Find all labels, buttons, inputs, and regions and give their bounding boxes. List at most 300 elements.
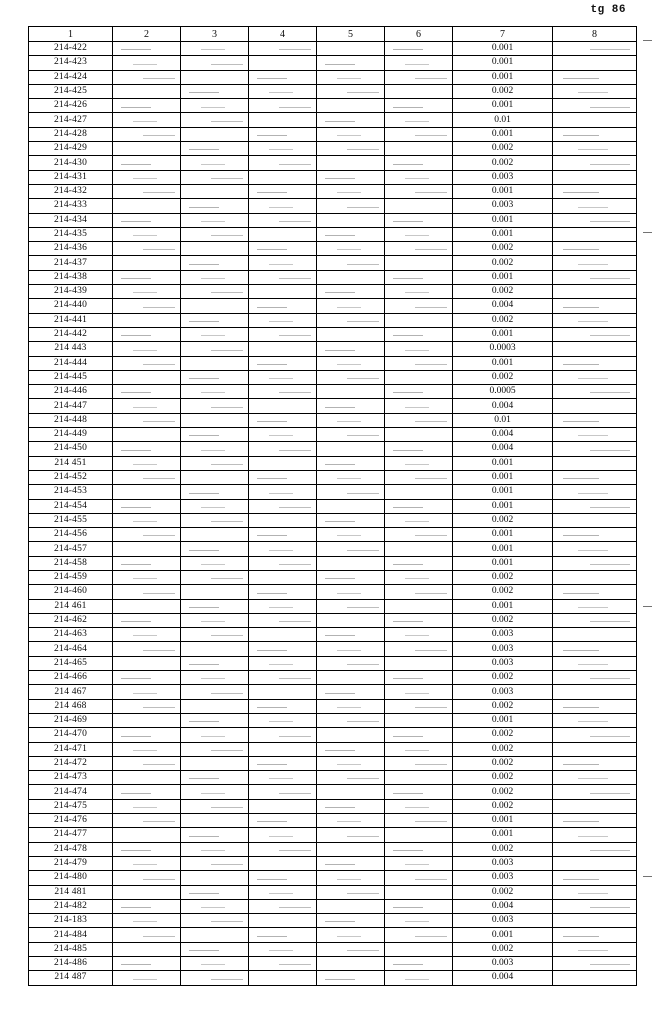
cell-col8: [553, 256, 637, 270]
cell-col6: [385, 370, 453, 384]
cell-col2: [113, 656, 181, 670]
cell-col4: [249, 899, 317, 913]
cell-col6: [385, 771, 453, 785]
row-identifier: 214-438: [29, 270, 113, 284]
cell-col2: [113, 142, 181, 156]
cell-col7-value: 0.001: [453, 356, 553, 370]
column-header-1: 1: [29, 27, 113, 42]
table-row: [29, 814, 637, 828]
cell-col7-value: 0.001: [453, 599, 553, 613]
row-identifier: 214-453: [29, 485, 113, 499]
row-identifier: 214-479: [29, 856, 113, 870]
cell-col8: [553, 542, 637, 556]
cell-col5: [317, 856, 385, 870]
cell-col6: [385, 856, 453, 870]
cell-col8: [553, 685, 637, 699]
row-identifier: 214-426: [29, 99, 113, 113]
cell-col8: [553, 971, 637, 985]
cell-col2: [113, 513, 181, 527]
cell-col7-value: 0.003: [453, 685, 553, 699]
cell-col6: [385, 828, 453, 842]
row-identifier: 214-430: [29, 156, 113, 170]
cell-col7-value: 0.004: [453, 299, 553, 313]
cell-col6: [385, 213, 453, 227]
cell-col2: [113, 256, 181, 270]
cell-col8: [553, 871, 637, 885]
cell-col2: [113, 127, 181, 141]
row-identifier: 214-449: [29, 428, 113, 442]
cell-col5: [317, 299, 385, 313]
cell-col2: [113, 570, 181, 584]
cell-col5: [317, 470, 385, 484]
cell-col5: [317, 828, 385, 842]
table-row: [29, 156, 637, 170]
table-row: [29, 70, 637, 84]
row-identifier: 214-470: [29, 728, 113, 742]
cell-col6: [385, 385, 453, 399]
cell-col5: [317, 213, 385, 227]
cell-col8: [553, 885, 637, 899]
cell-col5: [317, 127, 385, 141]
cell-col4: [249, 756, 317, 770]
cell-col2: [113, 899, 181, 913]
cell-col7-value: 0.001: [453, 42, 553, 56]
cell-col5: [317, 628, 385, 642]
cell-col5: [317, 613, 385, 627]
cell-col4: [249, 942, 317, 956]
cell-col5: [317, 370, 385, 384]
cell-col4: [249, 170, 317, 184]
cell-col6: [385, 42, 453, 56]
cell-col3: [181, 413, 249, 427]
table-row: [29, 428, 637, 442]
row-identifier: 214-460: [29, 585, 113, 599]
row-identifier: 214-463: [29, 628, 113, 642]
cell-col8: [553, 828, 637, 842]
cell-col6: [385, 742, 453, 756]
cell-col8: [553, 756, 637, 770]
cell-col4: [249, 585, 317, 599]
row-identifier: 214-465: [29, 656, 113, 670]
cell-col6: [385, 70, 453, 84]
cell-col8: [553, 84, 637, 98]
table-row: [29, 542, 637, 556]
cell-col5: [317, 585, 385, 599]
cell-col6: [385, 242, 453, 256]
cell-col3: [181, 971, 249, 985]
cell-col2: [113, 70, 181, 84]
cell-col6: [385, 127, 453, 141]
cell-col5: [317, 685, 385, 699]
cell-col7-value: 0.001: [453, 184, 553, 198]
cell-col2: [113, 671, 181, 685]
cell-col7-value: 0.004: [453, 442, 553, 456]
cell-col2: [113, 242, 181, 256]
table-row: [29, 842, 637, 856]
cell-col8: [553, 170, 637, 184]
table-row: [29, 899, 637, 913]
cell-col2: [113, 170, 181, 184]
cell-col5: [317, 914, 385, 928]
cell-col3: [181, 756, 249, 770]
cell-col4: [249, 828, 317, 842]
cell-col2: [113, 585, 181, 599]
cell-col3: [181, 785, 249, 799]
row-identifier: 214-425: [29, 84, 113, 98]
cell-col7-value: 0.002: [453, 570, 553, 584]
cell-col4: [249, 399, 317, 413]
cell-col3: [181, 99, 249, 113]
cell-col2: [113, 156, 181, 170]
cell-col4: [249, 42, 317, 56]
cell-col2: [113, 413, 181, 427]
cell-col3: [181, 428, 249, 442]
cell-col3: [181, 499, 249, 513]
cell-col5: [317, 899, 385, 913]
table-row: [29, 256, 637, 270]
cell-col6: [385, 899, 453, 913]
table-row: [29, 199, 637, 213]
cell-col6: [385, 570, 453, 584]
table-row: [29, 885, 637, 899]
cell-col7-value: 0.003: [453, 170, 553, 184]
cell-col5: [317, 113, 385, 127]
column-header-6: 6: [385, 27, 453, 42]
cell-col3: [181, 227, 249, 241]
cell-col4: [249, 685, 317, 699]
column-header-5: 5: [317, 27, 385, 42]
cell-col5: [317, 556, 385, 570]
table-row: [29, 656, 637, 670]
cell-col5: [317, 270, 385, 284]
row-identifier: 214 487: [29, 971, 113, 985]
row-identifier: 214-482: [29, 899, 113, 913]
row-identifier: 214-466: [29, 671, 113, 685]
cell-col3: [181, 957, 249, 971]
cell-col4: [249, 127, 317, 141]
cell-col2: [113, 971, 181, 985]
cell-col5: [317, 713, 385, 727]
cell-col7-value: 0.01: [453, 113, 553, 127]
cell-col3: [181, 914, 249, 928]
row-identifier: 214-428: [29, 127, 113, 141]
column-header-2: 2: [113, 27, 181, 42]
cell-col2: [113, 470, 181, 484]
cell-col4: [249, 642, 317, 656]
table-row: [29, 327, 637, 341]
row-identifier: 214-436: [29, 242, 113, 256]
cell-col2: [113, 356, 181, 370]
cell-col7-value: 0.003: [453, 656, 553, 670]
table-row: [29, 313, 637, 327]
cell-col7-value: 0.0003: [453, 342, 553, 356]
cell-col2: [113, 685, 181, 699]
cell-col3: [181, 728, 249, 742]
cell-col4: [249, 814, 317, 828]
cell-col6: [385, 299, 453, 313]
cell-col7-value: 0.001: [453, 485, 553, 499]
row-identifier: 214-440: [29, 299, 113, 313]
cell-col3: [181, 356, 249, 370]
cell-col6: [385, 842, 453, 856]
cell-col3: [181, 699, 249, 713]
table-row: [29, 628, 637, 642]
cell-col3: [181, 885, 249, 899]
table-row: [29, 270, 637, 284]
cell-col7-value: 0.002: [453, 756, 553, 770]
cell-col4: [249, 542, 317, 556]
row-identifier: 214-423: [29, 56, 113, 70]
cell-col4: [249, 313, 317, 327]
table-row: [29, 356, 637, 370]
cell-col2: [113, 856, 181, 870]
cell-col8: [553, 613, 637, 627]
cell-col3: [181, 513, 249, 527]
cell-col7-value: 0.001: [453, 327, 553, 341]
scan-artifact: [643, 876, 652, 877]
cell-col8: [553, 199, 637, 213]
cell-col6: [385, 799, 453, 813]
table-row: [29, 299, 637, 313]
cell-col4: [249, 799, 317, 813]
cell-col4: [249, 613, 317, 627]
cell-col8: [553, 585, 637, 599]
cell-col7-value: 0.003: [453, 628, 553, 642]
cell-col8: [553, 771, 637, 785]
cell-col2: [113, 56, 181, 70]
cell-col8: [553, 313, 637, 327]
cell-col6: [385, 728, 453, 742]
cell-col4: [249, 785, 317, 799]
cell-col3: [181, 270, 249, 284]
table-row: [29, 470, 637, 484]
cell-col6: [385, 914, 453, 928]
cell-col3: [181, 385, 249, 399]
cell-col4: [249, 556, 317, 570]
cell-col5: [317, 842, 385, 856]
cell-col8: [553, 556, 637, 570]
table-row: [29, 914, 637, 928]
cell-col7-value: 0.001: [453, 814, 553, 828]
cell-col2: [113, 799, 181, 813]
cell-col3: [181, 570, 249, 584]
cell-col4: [249, 270, 317, 284]
cell-col3: [181, 685, 249, 699]
cell-col6: [385, 885, 453, 899]
cell-col4: [249, 299, 317, 313]
cell-col4: [249, 842, 317, 856]
table-row: [29, 871, 637, 885]
table-row: [29, 456, 637, 470]
cell-col6: [385, 470, 453, 484]
cell-col2: [113, 270, 181, 284]
table-row: [29, 442, 637, 456]
row-identifier: 214-474: [29, 785, 113, 799]
cell-col5: [317, 42, 385, 56]
cell-col2: [113, 428, 181, 442]
cell-col4: [249, 227, 317, 241]
cell-col5: [317, 799, 385, 813]
table-row: [29, 642, 637, 656]
cell-col5: [317, 456, 385, 470]
cell-col4: [249, 599, 317, 613]
cell-col3: [181, 56, 249, 70]
cell-col4: [249, 513, 317, 527]
cell-col2: [113, 213, 181, 227]
cell-col6: [385, 84, 453, 98]
cell-col6: [385, 327, 453, 341]
cell-col3: [181, 771, 249, 785]
row-identifier: 214-486: [29, 957, 113, 971]
cell-col4: [249, 928, 317, 942]
cell-col6: [385, 542, 453, 556]
cell-col4: [249, 370, 317, 384]
cell-col3: [181, 585, 249, 599]
table-row: [29, 485, 637, 499]
table-row: [29, 957, 637, 971]
table-row: [29, 370, 637, 384]
cell-col4: [249, 713, 317, 727]
cell-col2: [113, 728, 181, 742]
cell-col3: [181, 814, 249, 828]
row-identifier: 214-435: [29, 227, 113, 241]
cell-col4: [249, 728, 317, 742]
cell-col5: [317, 327, 385, 341]
cell-col7-value: 0.002: [453, 156, 553, 170]
table-row: [29, 585, 637, 599]
cell-col3: [181, 84, 249, 98]
cell-col4: [249, 413, 317, 427]
cell-col8: [553, 428, 637, 442]
cell-col8: [553, 442, 637, 456]
cell-col8: [553, 928, 637, 942]
cell-col6: [385, 156, 453, 170]
row-identifier: 214-431: [29, 170, 113, 184]
cell-col6: [385, 227, 453, 241]
cell-col5: [317, 742, 385, 756]
cell-col3: [181, 528, 249, 542]
row-identifier: 214-462: [29, 613, 113, 627]
cell-col3: [181, 713, 249, 727]
cell-col8: [553, 628, 637, 642]
cell-col4: [249, 771, 317, 785]
cell-col3: [181, 856, 249, 870]
cell-col2: [113, 313, 181, 327]
cell-col7-value: 0.004: [453, 971, 553, 985]
cell-col2: [113, 199, 181, 213]
cell-col2: [113, 642, 181, 656]
cell-col2: [113, 184, 181, 198]
cell-col8: [553, 399, 637, 413]
cell-col6: [385, 456, 453, 470]
row-identifier: 214-450: [29, 442, 113, 456]
cell-col6: [385, 170, 453, 184]
cell-col4: [249, 885, 317, 899]
cell-col3: [181, 485, 249, 499]
table-row: [29, 413, 637, 427]
table-row: [29, 242, 637, 256]
cell-col2: [113, 456, 181, 470]
row-identifier: 214 461: [29, 599, 113, 613]
cell-col4: [249, 914, 317, 928]
row-identifier: 214-441: [29, 313, 113, 327]
cell-col3: [181, 199, 249, 213]
cell-col5: [317, 156, 385, 170]
row-identifier: 214-455: [29, 513, 113, 527]
cell-col6: [385, 871, 453, 885]
cell-col3: [181, 213, 249, 227]
cell-col3: [181, 42, 249, 56]
cell-col6: [385, 628, 453, 642]
cell-col2: [113, 385, 181, 399]
cell-col5: [317, 242, 385, 256]
row-identifier: 214-445: [29, 370, 113, 384]
cell-col3: [181, 127, 249, 141]
cell-col3: [181, 399, 249, 413]
table-row: [29, 127, 637, 141]
cell-col4: [249, 570, 317, 584]
cell-col8: [553, 456, 637, 470]
cell-col6: [385, 699, 453, 713]
cell-col2: [113, 399, 181, 413]
row-identifier: 214-427: [29, 113, 113, 127]
table-row: [29, 728, 637, 742]
cell-col8: [553, 342, 637, 356]
cell-col2: [113, 942, 181, 956]
table-row: [29, 42, 637, 56]
cell-col3: [181, 542, 249, 556]
cell-col8: [553, 142, 637, 156]
cell-col6: [385, 428, 453, 442]
cell-col5: [317, 99, 385, 113]
cell-col8: [553, 370, 637, 384]
cell-col4: [249, 656, 317, 670]
cell-col5: [317, 485, 385, 499]
table-header: [29, 27, 637, 42]
cell-col5: [317, 428, 385, 442]
cell-col4: [249, 356, 317, 370]
table-row: [29, 613, 637, 627]
cell-col8: [553, 942, 637, 956]
cell-col6: [385, 713, 453, 727]
cell-col7-value: 0.001: [453, 928, 553, 942]
cell-col3: [181, 556, 249, 570]
column-header-4: 4: [249, 27, 317, 42]
cell-col5: [317, 199, 385, 213]
cell-col5: [317, 227, 385, 241]
cell-col3: [181, 242, 249, 256]
cell-col7-value: 0.002: [453, 513, 553, 527]
cell-col2: [113, 84, 181, 98]
table-row: [29, 213, 637, 227]
cell-col7-value: 0.002: [453, 942, 553, 956]
cell-col7-value: 0.003: [453, 914, 553, 928]
cell-col8: [553, 99, 637, 113]
cell-col5: [317, 528, 385, 542]
row-identifier: 214 481: [29, 885, 113, 899]
column-header-3: 3: [181, 27, 249, 42]
cell-col5: [317, 542, 385, 556]
cell-col7-value: 0.001: [453, 70, 553, 84]
cell-col4: [249, 285, 317, 299]
cell-col8: [553, 513, 637, 527]
cell-col6: [385, 642, 453, 656]
cell-col4: [249, 485, 317, 499]
cell-col7-value: 0.002: [453, 671, 553, 685]
cell-col5: [317, 928, 385, 942]
cell-col7-value: 0.001: [453, 213, 553, 227]
cell-col3: [181, 170, 249, 184]
